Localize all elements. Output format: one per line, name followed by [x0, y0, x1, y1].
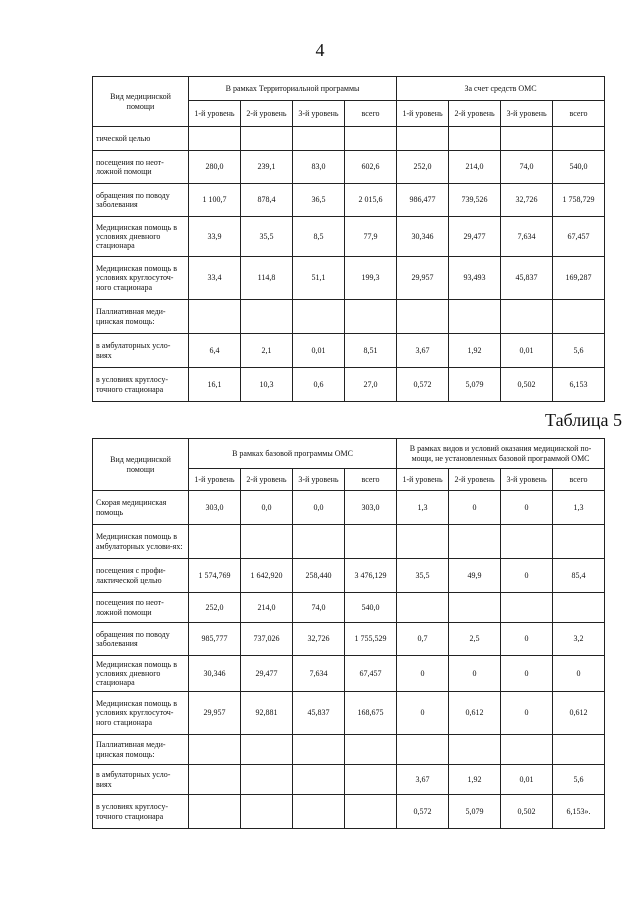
table-cell [241, 525, 293, 559]
sub-header: 1-й уровень [189, 101, 241, 127]
table-cell: 36,5 [293, 184, 345, 217]
table-cell [501, 735, 553, 765]
table-cell [397, 525, 449, 559]
table-cell: 1 574,769 [189, 559, 241, 593]
table-cell: 303,0 [345, 491, 397, 525]
table-cell [241, 127, 293, 151]
table-cell: 5,6 [553, 334, 605, 368]
table-cell: 985,777 [189, 623, 241, 656]
column-group-territorial: В рамках Территориальной программы [189, 77, 397, 101]
sub-header: 3-й уровень [501, 101, 553, 127]
table-cell [501, 300, 553, 334]
column-group-base-oms: В рамках базовой программы ОМС [189, 439, 397, 469]
table-row [93, 257, 605, 300]
table-cell: 3,67 [397, 765, 449, 795]
sub-header: 2-й уровень [241, 101, 293, 127]
table-cell: 29,957 [189, 692, 241, 735]
table-cell: 114,8 [241, 257, 293, 300]
table-cell [189, 300, 241, 334]
table-cell: 252,0 [397, 151, 449, 184]
table-cell: 6,153». [553, 795, 605, 829]
table-cell: 8,5 [293, 217, 345, 257]
table-cell [241, 300, 293, 334]
row-label: Медицинская помощь в амбулаторных услови-ях: [93, 525, 189, 559]
table-cell: 0 [397, 692, 449, 735]
row-label: Медицинская помощь в условиях круглосуточ-ного стационара [93, 692, 189, 735]
table-cell: 214,0 [449, 151, 501, 184]
table-row [93, 300, 605, 334]
table-5 [92, 438, 605, 829]
table-cell: 1,3 [397, 491, 449, 525]
table-cell [553, 300, 605, 334]
table-cell: 3,67 [397, 334, 449, 368]
table-cell: 29,957 [397, 257, 449, 300]
row-label: в условиях круглосу-точного стационара [93, 368, 189, 402]
sub-header: всего [553, 469, 605, 491]
column-group-oms: За счет средств ОМС [397, 77, 605, 101]
table-cell [553, 127, 605, 151]
table-caption: Таблица 5 [545, 410, 622, 430]
sub-header: 3-й уровень [293, 101, 345, 127]
table-cell [293, 525, 345, 559]
row-label: посещения с профи-лактической целью [93, 559, 189, 593]
table-cell: 303,0 [189, 491, 241, 525]
table-cell [345, 735, 397, 765]
table-cell: 93,493 [449, 257, 501, 300]
table-row [93, 692, 605, 735]
row-label: обращения по поводу заболевания [93, 184, 189, 217]
sub-header: всего [553, 101, 605, 127]
table-cell: 35,5 [241, 217, 293, 257]
table-cell: 8,51 [345, 334, 397, 368]
table-cell [241, 795, 293, 829]
table-cell: 0 [501, 559, 553, 593]
table-cell: 0,612 [553, 692, 605, 735]
table-cell: 0,7 [397, 623, 449, 656]
page-number: 4 [315, 40, 325, 60]
sub-header: 2-й уровень [449, 101, 501, 127]
table-cell: 540,0 [345, 593, 397, 623]
table-cell: 83,0 [293, 151, 345, 184]
table-cell: 1,92 [449, 765, 501, 795]
table-row [93, 593, 605, 623]
column-group-not-base-oms: В рамках видов и условий оказания медицинской по-мощи, не установленных базовой программой ОМС [397, 439, 605, 469]
table-cell: 45,837 [293, 692, 345, 735]
table-cell: 540,0 [553, 151, 605, 184]
table-cell: 0 [501, 491, 553, 525]
table-cell [345, 765, 397, 795]
table-cell: 0,572 [397, 368, 449, 402]
sub-header: 3-й уровень [501, 469, 553, 491]
table-cell: 1,92 [449, 334, 501, 368]
table-cell: 1 642,920 [241, 559, 293, 593]
table-cell [501, 127, 553, 151]
table-cell: 67,457 [553, 217, 605, 257]
table-cell: 0,0 [293, 491, 345, 525]
table-cell: 737,026 [241, 623, 293, 656]
table-row [93, 656, 605, 692]
table-cell: 51,1 [293, 257, 345, 300]
table-cell [449, 127, 501, 151]
table-cell: 3,2 [553, 623, 605, 656]
table-cell: 45,837 [501, 257, 553, 300]
table-row [93, 334, 605, 368]
table-cell: 0 [449, 491, 501, 525]
table-cell: 7,634 [293, 656, 345, 692]
table-cell: 199,3 [345, 257, 397, 300]
row-label: обращения по поводу заболевания [93, 623, 189, 656]
table-cell [553, 593, 605, 623]
sub-header: 1-й уровень [397, 101, 449, 127]
table-cell: 0 [449, 656, 501, 692]
table-cell: 6,4 [189, 334, 241, 368]
table-cell [553, 735, 605, 765]
table-cell: 85,4 [553, 559, 605, 593]
table-cell [189, 127, 241, 151]
table-cell: 986,477 [397, 184, 449, 217]
sub-header: 2-й уровень [449, 469, 501, 491]
table-row [93, 184, 605, 217]
table-cell [293, 795, 345, 829]
table-cell: 1,3 [553, 491, 605, 525]
sub-header: 2-й уровень [241, 469, 293, 491]
table-cell: 49,9 [449, 559, 501, 593]
table-cell: 77,9 [345, 217, 397, 257]
table-cell: 0,502 [501, 368, 553, 402]
row-label: в условиях круглосу-точного стационара [93, 795, 189, 829]
table-cell: 67,457 [345, 656, 397, 692]
row-label: посещения по неот-ложной помощи [93, 151, 189, 184]
table-cell [241, 765, 293, 795]
table-cell: 0 [553, 656, 605, 692]
table-cell: 10,3 [241, 368, 293, 402]
table-cell: 1 758,729 [553, 184, 605, 217]
table-cell: 258,440 [293, 559, 345, 593]
table-cell: 0,572 [397, 795, 449, 829]
table-row [93, 795, 605, 829]
table-cell [501, 525, 553, 559]
row-label: тической целью [93, 127, 189, 151]
table-cell [293, 300, 345, 334]
sub-header: 1-й уровень [397, 469, 449, 491]
sub-header: 1-й уровень [189, 469, 241, 491]
table-cell [345, 127, 397, 151]
column-header-type: Вид медицинской помощи [93, 439, 189, 491]
row-label: Скорая медицинская помощь [93, 491, 189, 525]
row-label: Медицинская помощь в условиях дневного стационара [93, 656, 189, 692]
table-cell: 0,01 [293, 334, 345, 368]
table-cell: 1 100,7 [189, 184, 241, 217]
table-cell: 739,526 [449, 184, 501, 217]
table-cell [189, 735, 241, 765]
table-cell [345, 795, 397, 829]
table-cell: 0,01 [501, 765, 553, 795]
table-cell: 5,079 [449, 795, 501, 829]
table-cell [449, 525, 501, 559]
table-4 [92, 76, 605, 402]
table-row [93, 491, 605, 525]
sub-header: всего [345, 469, 397, 491]
table-cell [189, 765, 241, 795]
table-cell: 0 [397, 656, 449, 692]
sub-header: 3-й уровень [293, 469, 345, 491]
row-label: Медицинская помощь в условиях дневного стационара [93, 217, 189, 257]
table-row [93, 525, 605, 559]
column-header-type: Вид медицинской помощи [93, 77, 189, 127]
row-label: Паллиативная меди-цинская помощь: [93, 300, 189, 334]
row-label: Медицинская помощь в условиях круглосуточ-ного стационара [93, 257, 189, 300]
table-cell [449, 593, 501, 623]
table-cell: 27,0 [345, 368, 397, 402]
table-cell: 29,477 [449, 217, 501, 257]
table-cell: 16,1 [189, 368, 241, 402]
table-cell [397, 593, 449, 623]
table-row [93, 623, 605, 656]
table-row [93, 217, 605, 257]
table-cell: 0,612 [449, 692, 501, 735]
table-cell [345, 525, 397, 559]
table-cell: 32,726 [293, 623, 345, 656]
row-label: в амбулаторных усло-виях [93, 334, 189, 368]
table-cell: 3 476,129 [345, 559, 397, 593]
table-cell: 0,6 [293, 368, 345, 402]
table-cell: 5,079 [449, 368, 501, 402]
table-cell: 30,346 [189, 656, 241, 692]
table-cell: 0 [501, 623, 553, 656]
table-row [93, 151, 605, 184]
table-cell [397, 735, 449, 765]
table-cell: 6,153 [553, 368, 605, 402]
table-row [93, 765, 605, 795]
table-cell: 5,6 [553, 765, 605, 795]
table-cell: 2,5 [449, 623, 501, 656]
table-cell [449, 735, 501, 765]
table-cell: 30,346 [397, 217, 449, 257]
table-cell: 214,0 [241, 593, 293, 623]
table-cell [293, 735, 345, 765]
table-row [93, 127, 605, 151]
sub-header: всего [345, 101, 397, 127]
table-cell [449, 300, 501, 334]
table-cell: 35,5 [397, 559, 449, 593]
table-cell: 1 755,529 [345, 623, 397, 656]
table-cell: 7,634 [501, 217, 553, 257]
row-label: посещения по неот-ложной помощи [93, 593, 189, 623]
table-cell [293, 127, 345, 151]
table-cell: 29,477 [241, 656, 293, 692]
table-cell: 252,0 [189, 593, 241, 623]
table-cell: 2 015,6 [345, 184, 397, 217]
table-cell: 2,1 [241, 334, 293, 368]
table-cell [189, 795, 241, 829]
table-cell: 280,0 [189, 151, 241, 184]
table-cell: 878,4 [241, 184, 293, 217]
table-cell: 169,287 [553, 257, 605, 300]
table-cell [189, 525, 241, 559]
table-cell: 602,6 [345, 151, 397, 184]
table-row [93, 368, 605, 402]
table-cell: 0,0 [241, 491, 293, 525]
table-cell [397, 300, 449, 334]
table-cell [397, 127, 449, 151]
table-cell: 168,675 [345, 692, 397, 735]
table-cell [553, 525, 605, 559]
table-cell: 74,0 [501, 151, 553, 184]
table-row [93, 735, 605, 765]
table-cell [345, 300, 397, 334]
table-cell: 92,881 [241, 692, 293, 735]
table-cell: 33,4 [189, 257, 241, 300]
table-cell [293, 765, 345, 795]
table-cell: 0,01 [501, 334, 553, 368]
table-cell: 0 [501, 656, 553, 692]
table-row [93, 559, 605, 593]
table-cell: 33,9 [189, 217, 241, 257]
table-cell: 32,726 [501, 184, 553, 217]
table-cell: 239,1 [241, 151, 293, 184]
row-label: в амбулаторных усло-виях [93, 765, 189, 795]
table-cell: 0 [501, 692, 553, 735]
table-cell: 74,0 [293, 593, 345, 623]
table-cell [241, 735, 293, 765]
row-label: Паллиативная меди-цинская помощь: [93, 735, 189, 765]
table-cell [501, 593, 553, 623]
table-cell: 0,502 [501, 795, 553, 829]
